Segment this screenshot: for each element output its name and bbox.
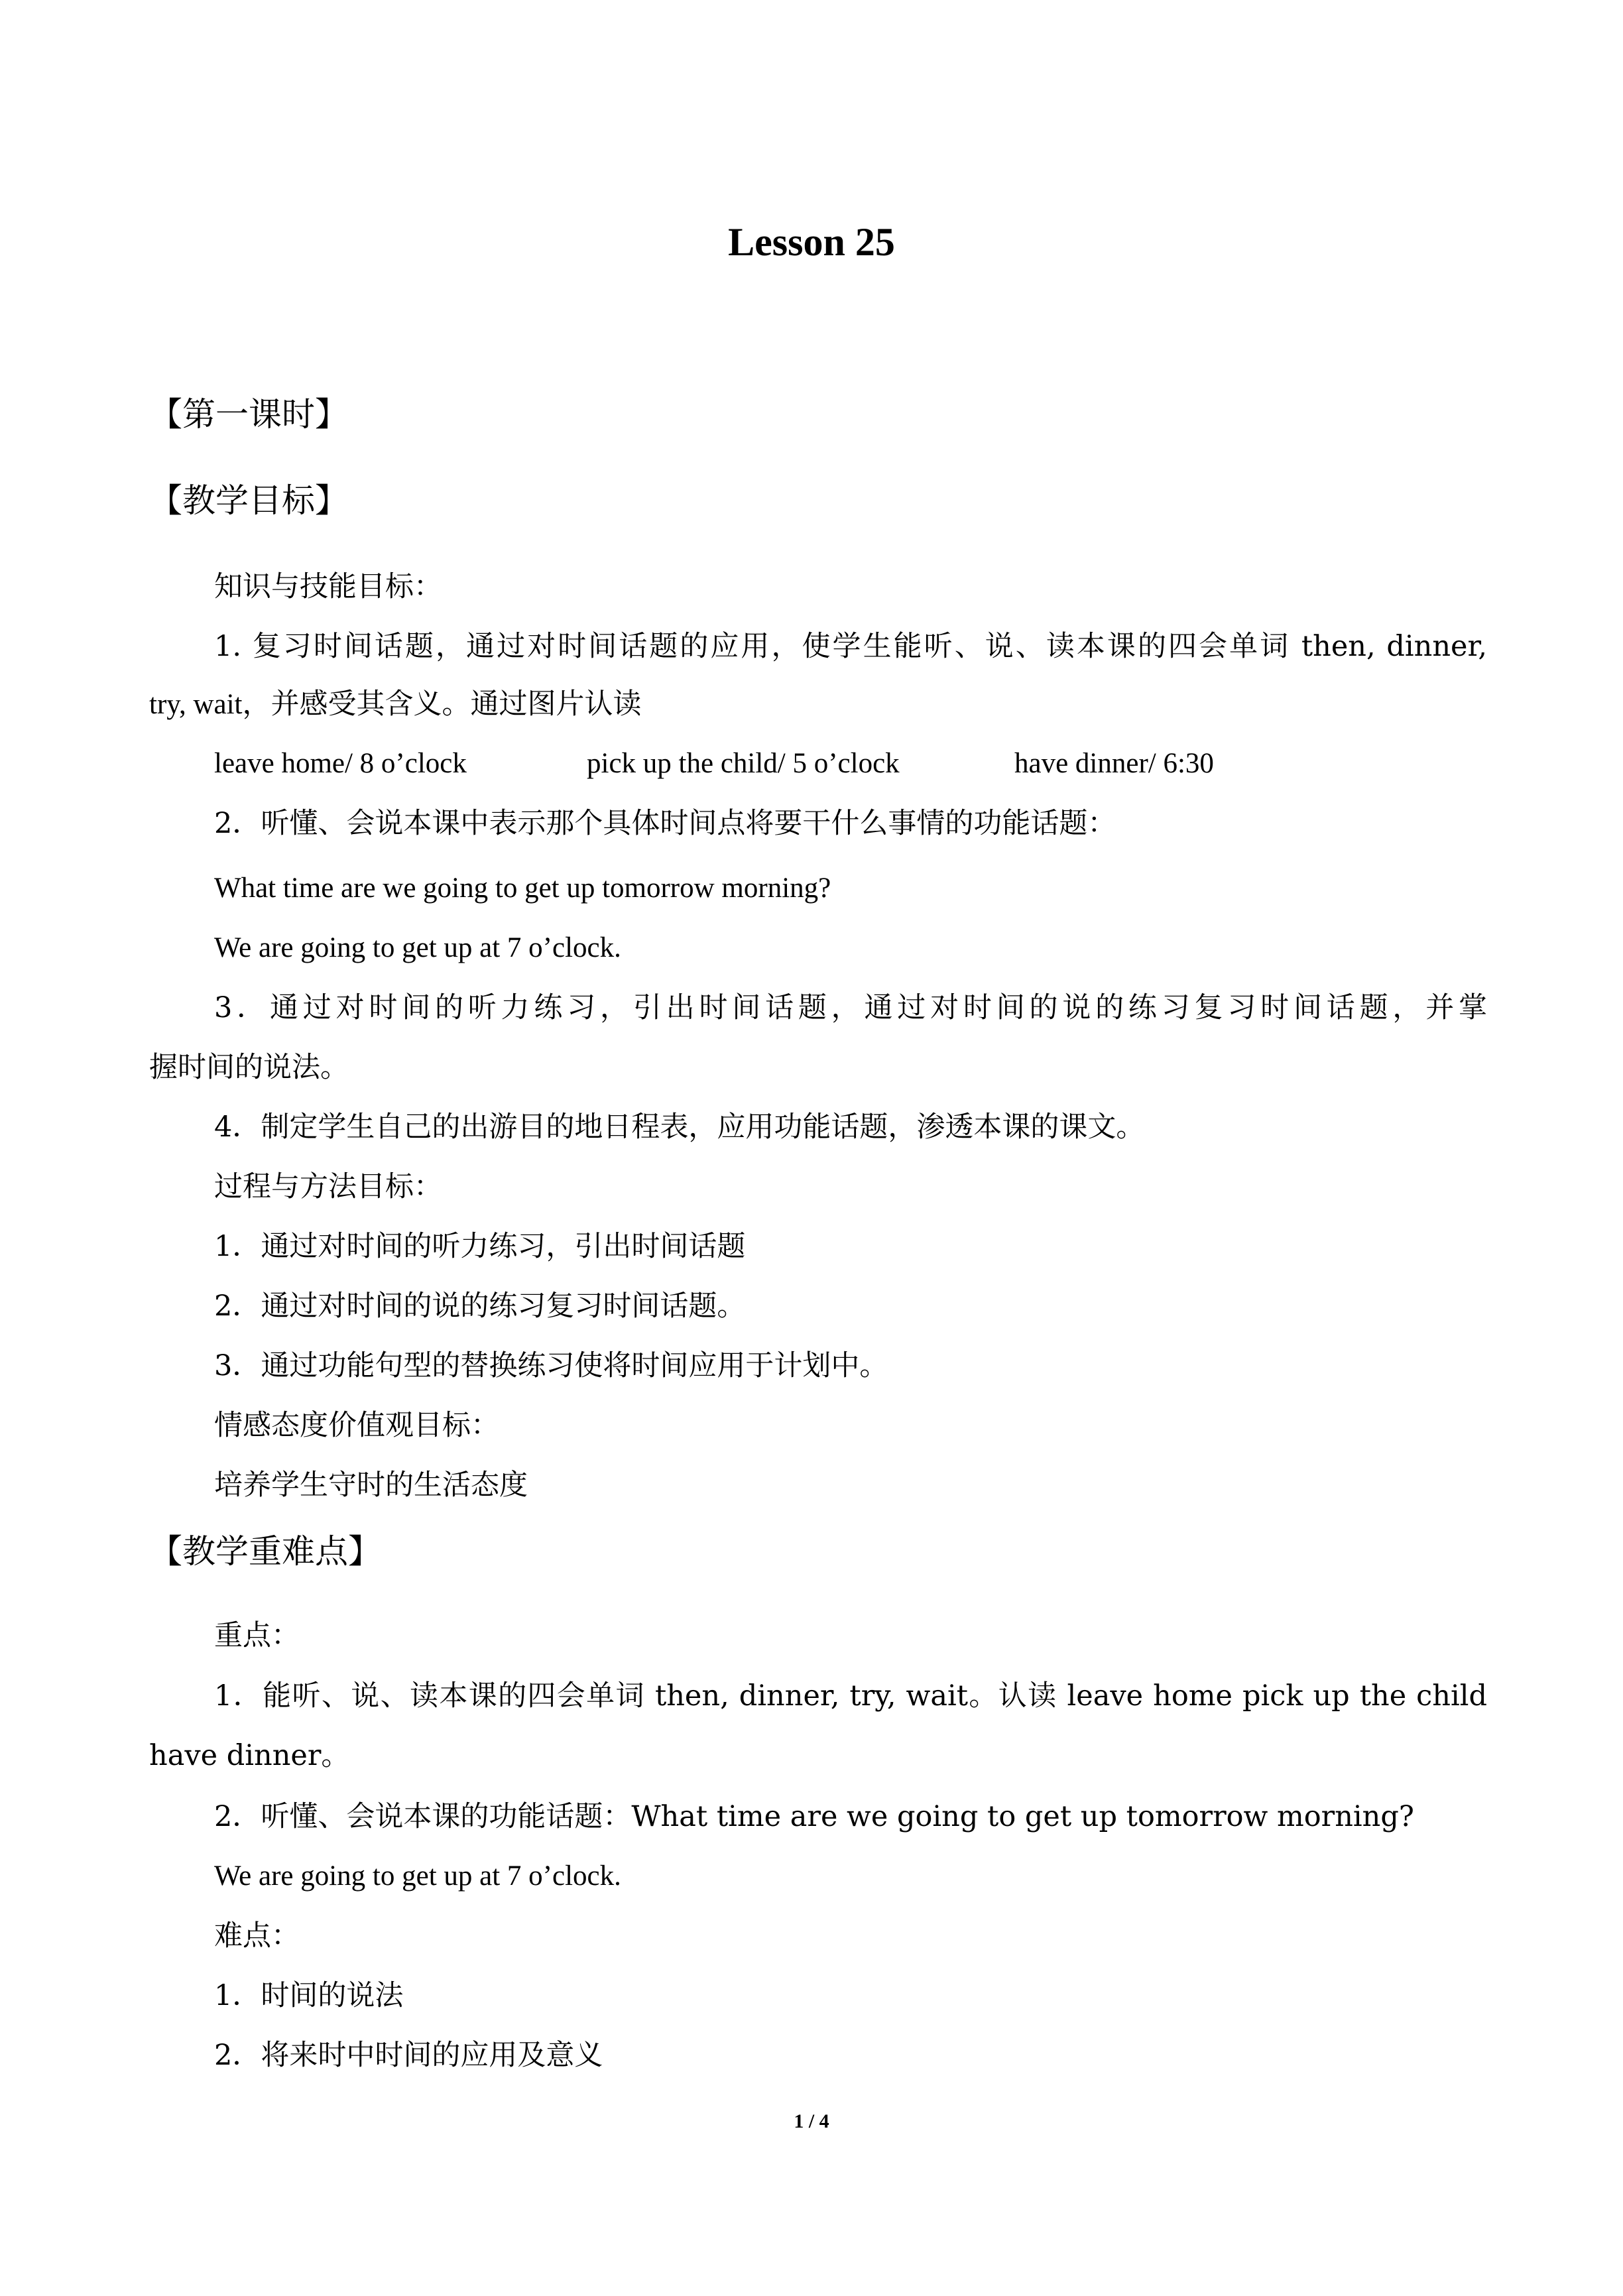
- knowledge-heading: 知识与技能目标：: [214, 570, 442, 603]
- key-item-1-cont: have dinner。: [149, 1739, 350, 1772]
- process-item-1: 1．通过对时间的听力练习，引出时间话题: [214, 1230, 746, 1263]
- phrase-have-dinner: have dinner/ 6:30: [1014, 748, 1214, 779]
- lesson-title: Lesson 25: [728, 220, 895, 264]
- difficulty-item-1: 1．时间的说法: [214, 1979, 404, 2012]
- process-item-2: 2．通过对时间的说的练习复习时间话题。: [214, 1290, 746, 1323]
- section-keypoints: 【教学重难点】: [149, 1532, 381, 1571]
- phrase-pick-up: pick up the child/ 5 o’clock: [587, 748, 900, 779]
- section-goals: 【教学目标】: [149, 481, 348, 520]
- emotion-heading: 情感态度价值观目标：: [214, 1409, 499, 1442]
- knowledge-item-3: 3．通过对时间的听力练习，引出时间话题，通过对时间的说的练习复习时间话题，并掌: [214, 991, 1487, 1024]
- key-item-2-answer: We are going to get up at 7 o’clock.: [214, 1860, 621, 1892]
- knowledge-item-1-cont: try, wait，并感受其含义。通过图片认读: [149, 689, 642, 720]
- page-number: 1 / 4: [794, 2110, 829, 2132]
- difficulty-heading: 难点：: [214, 1919, 300, 1953]
- process-item-3: 3．通过功能句型的替换练习使将时间应用于计划中。: [214, 1349, 888, 1382]
- key-item-1: 1．能听、说、读本课的四会单词 then, dinner, try, wait。认读 leave home pick up the child: [214, 1679, 1487, 1713]
- knowledge-item-4: 4．制定学生自己的出游目的地日程表，应用功能话题，渗透本课的课文。: [214, 1111, 1145, 1144]
- knowledge-item-3-cont: 握时间的说法。: [149, 1051, 349, 1084]
- process-heading: 过程与方法目标：: [214, 1170, 442, 1203]
- knowledge-item-2: 2．听懂、会说本课中表示那个具体时间点将要干什么事情的功能话题：: [214, 807, 1116, 840]
- section-period: 【第一课时】: [149, 395, 348, 434]
- difficulty-item-2: 2．将来时中时间的应用及意义: [214, 2039, 603, 2072]
- phrase-leave-home: leave home/ 8 o’clock: [214, 748, 467, 779]
- key-item-2: 2．听懂、会说本课的功能话题：What time are we going to get up tomorrow morning?: [214, 1800, 1414, 1833]
- knowledge-question: What time are we going to get up tomorrow morning?: [214, 873, 831, 904]
- knowledge-answer: We are going to get up at 7 o’clock.: [214, 932, 621, 963]
- key-heading: 重点：: [214, 1619, 300, 1652]
- knowledge-item-1: 1. 复习时间话题，通过对时间话题的应用，使学生能听、说、读本课的四会单词 then, dinner,: [214, 630, 1487, 663]
- emotion-text: 培养学生守时的生活态度: [214, 1469, 528, 1502]
